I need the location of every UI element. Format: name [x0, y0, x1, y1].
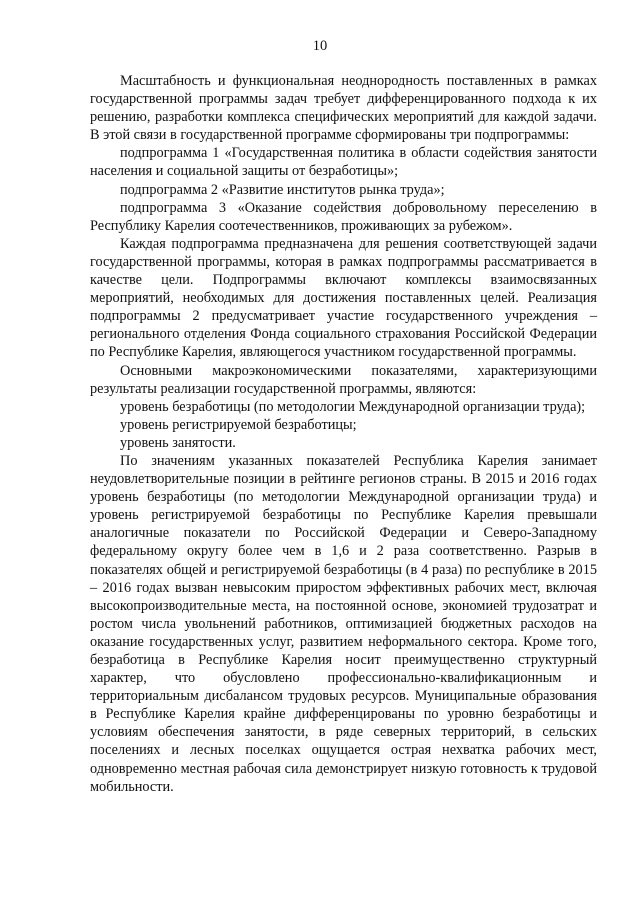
paragraph-analysis: По значениям указанных показателей Республика Карелия занимает неудовлетворительные позиции в рейтинге регионов страны. В 2015 и 2016 годах уровень безработицы (по методологии Международной организации труда) и уровень регистрируемой безработицы по Республике Карелия превышали аналогичные показатели по Российской Федерации и Северо-Западному федеральному округу более чем в 1,6 и 2 раза соответственно. Разрыв в показателях общей и регистрируемой безработицы (в 4 раза) по республике в 2015 – 2016 годах вызван невысоким приростом эффективных рабочих мест, включая высокопроизводительные места, на постоянной основе, экономией трудозатрат и ростом числа увольнений работников, оптимизацией бюджетных расходов на оказание государственных услуг, развитием неформального сектора. Кроме того, безработица в Республике Карелия носит преимущественно структурный характер, что обусловлено профессионально-квалификационным и территориальным дисбалансом трудовых ресурсов. Муниципальные образования в Республике Карелия крайне дифференцированы по уровню безработицы и условиям обеспечения занятости, в ряде северных территорий, в сельских поселениях и лесных поселках ощущается острая нехватка рабочих мест, одновременно местная рабочая сила демонстрирует низкую готовность к трудовой мобильности.: [90, 452, 597, 795]
paragraph-subprogram-purpose: Каждая подпрограмма предназначена для решения соответствующей задачи государственной программы, которая в рамках подпрограммы рассматривается в качестве цели. Подпрограммы включают комплексы взаимосвязанных мероприятий, необходимых для достижения поставленных целей. Реализация подпрограммы 2 предусматривает участие государственного учреждения – регионального отделения Фонда социального страхования Российской Федерации по Республике Карелия, являющегося участником государственной программы.: [90, 235, 597, 361]
paragraph-subprogram-3: подпрограмма 3 «Оказание содействия добровольному переселению в Республику Карелия соотечественников, проживающих за рубежом».: [90, 199, 597, 234]
paragraph-indicator-unemployment: уровень безработицы (по методологии Международной организации труда);: [120, 398, 586, 415]
paragraph-indicator-registered-unemployment: уровень регистрируемой безработицы;: [120, 416, 357, 433]
paragraph-subprogram-2: подпрограмма 2 «Развитие институтов рынка труда»;: [120, 181, 445, 198]
paragraph-indicators-intro: Основными макроэкономическими показателями, характеризующими результаты реализации государственной программы, являются:: [90, 362, 597, 397]
paragraph-subprogram-1: подпрограмма 1 «Государственная политика в области содействия занятости населения и социальной защиты от безработицы»;: [90, 145, 597, 180]
document-body: [90, 72, 597, 796]
page-number: 10: [312, 38, 328, 54]
paragraph-indicator-employment: уровень занятости.: [120, 434, 236, 451]
paragraph-intro: Масштабность и функциональная неоднородность поставленных в рамках государственной программы задач требует дифференцированного подхода к их решению, разработки комплекса специфических мероприятий для каждой задачи. В этой связи в государственной программе сформированы три подпрограммы:: [90, 73, 597, 144]
